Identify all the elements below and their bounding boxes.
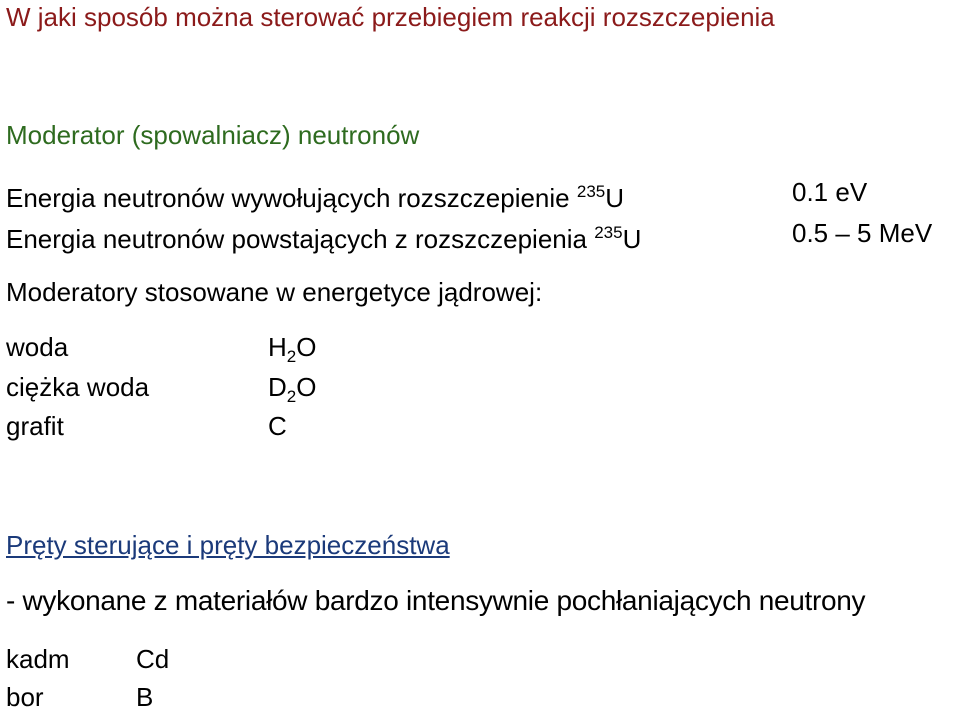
moderator-name: grafit [6,411,64,441]
absorber-name: bor [6,682,44,712]
isotope-symbol: U [622,224,642,254]
moderator-formula: $H_2O$ [268,332,317,366]
absorber-name: kadm [6,644,70,674]
energy-row-produced-label [6,216,641,256]
isotope-mass: 235 [576,182,606,201]
moderators-list-heading: Moderatory stosowane w energetyce jądrowej: [6,277,543,307]
moderator-name: woda [6,332,69,362]
energy-row-induced-label [6,175,624,215]
isotope-symbol: U [605,183,625,213]
moderator-formula: C [268,411,287,441]
page-title: W jaki sposób można sterować przebiegiem reakcji rozszczepienia [6,2,775,32]
isotope-mass: 235 [594,223,623,242]
moderator-formula: $D_2O$ [268,372,317,406]
control-rods-heading: Pręty sterujące i pręty bezpieczeństwa [6,530,450,560]
moderator-name: ciężka woda [6,372,150,402]
absorber-symbol: B [136,682,154,712]
energy-row-induced-value: 0.1 eV [792,177,868,207]
absorber-symbol: Cd [136,644,170,674]
energy-label: Energia neutronów powstających z rozszczepienia [6,224,587,254]
control-rods-description: - wykonane z materiałów bardzo intensywnie pochłaniających neutrony [6,585,866,616]
energy-label: Energia neutronów wywołujących rozszczepienie [6,183,570,213]
energy-row-produced-value: 0.5 – 5 MeV [792,218,933,248]
moderator-heading: Moderator (spowalniacz) neutronów [6,120,420,150]
